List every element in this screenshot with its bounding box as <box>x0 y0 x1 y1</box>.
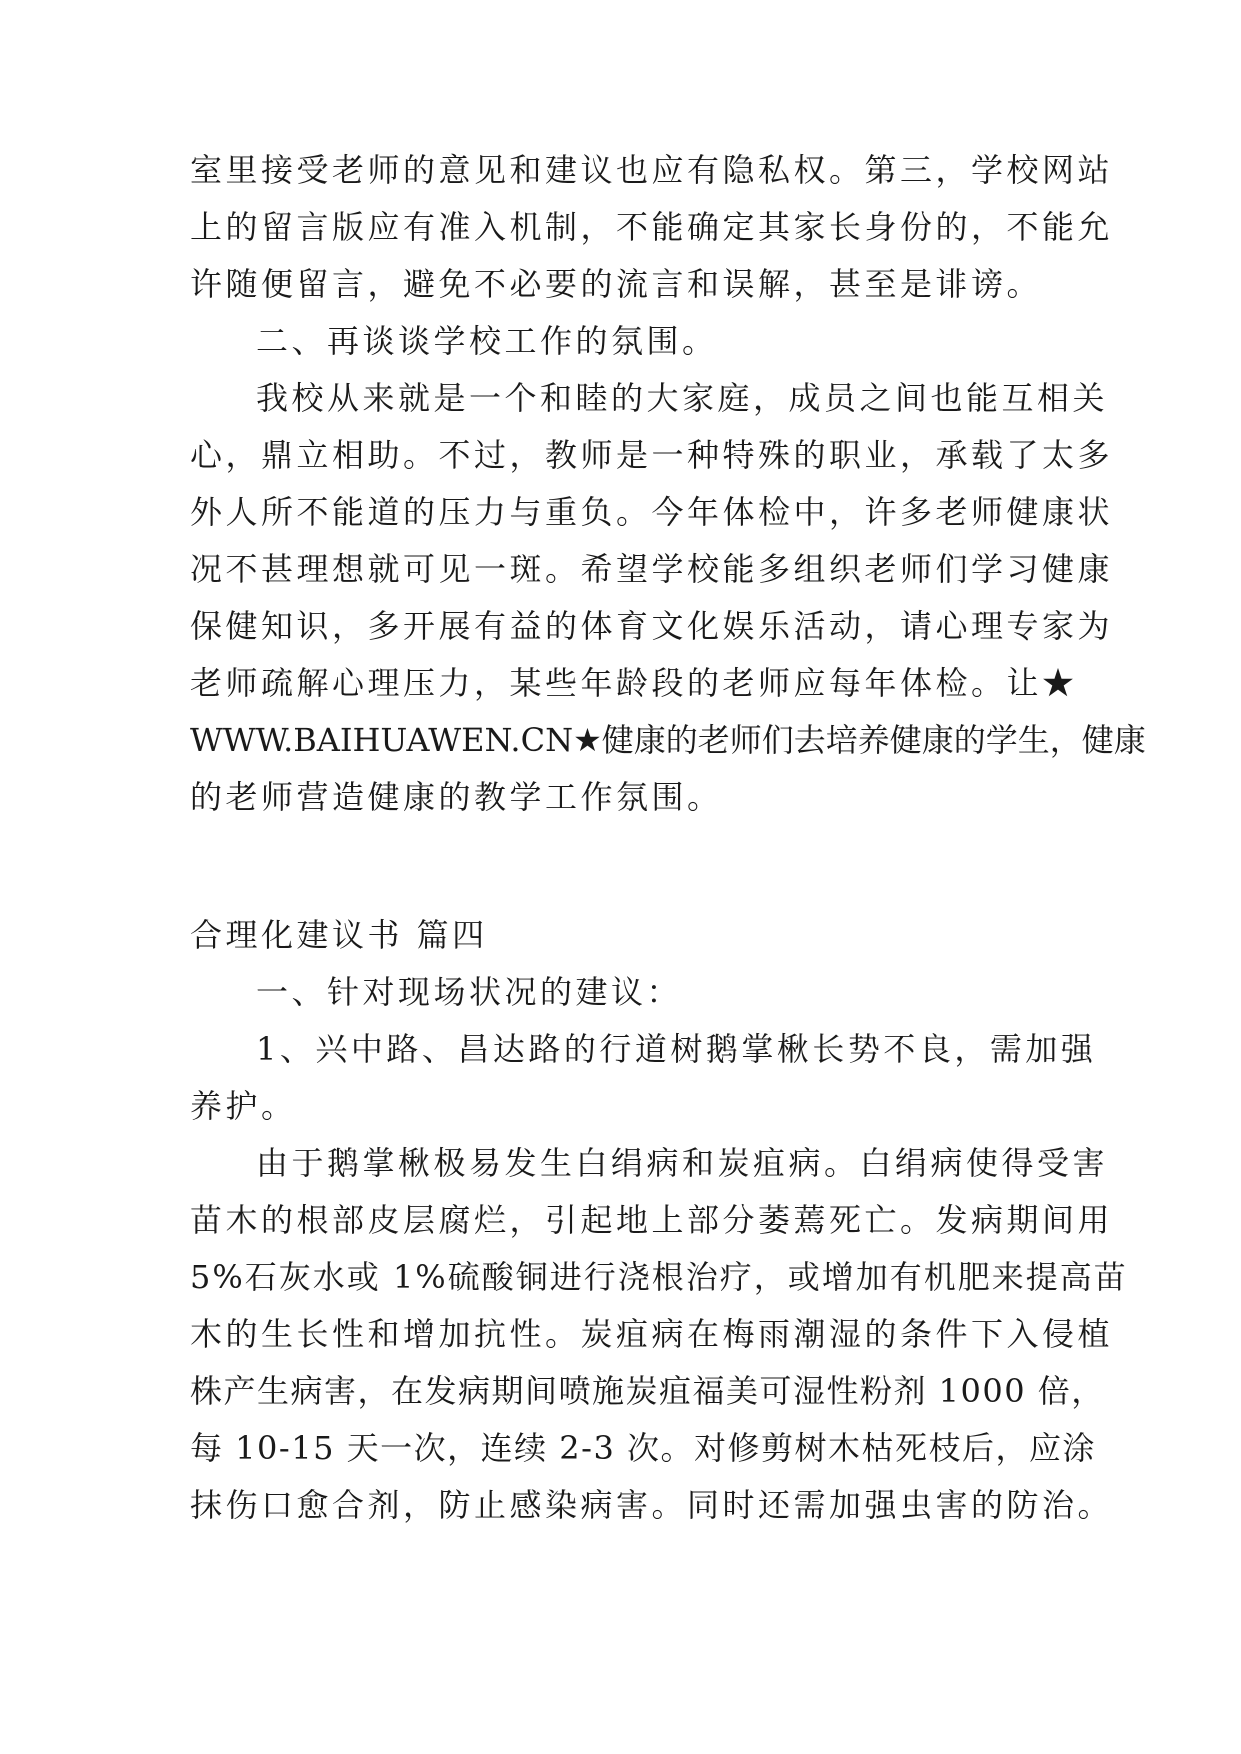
text-line: 我校从来就是一个和睦的大家庭，成员之间也能互相关 <box>256 379 1109 417</box>
text-line: WWW.BAIHUAWEN.CN★健康的老师们去培养健康的学生，健康 <box>190 721 1146 759</box>
text-line: 每 10-15 天一次，连续 2-3 次。对修剪树木枯死枝后，应涂 <box>190 1429 1096 1467</box>
text-line: 况不甚理想就可见一斑。希望学校能多组织老师们学习健康 <box>190 550 1114 588</box>
text-line: 1、兴中路、昌达路的行道树鹅掌楸长势不良，需加强 <box>256 1030 1097 1068</box>
section-heading: 一、针对现场状况的建议： <box>256 973 683 1011</box>
text-line: 外人所不能道的压力与重负。今年体检中，许多老师健康状 <box>190 493 1114 531</box>
text-line: 5%石灰水或 1%硫酸铜进行浇根治疗，或增加有机肥来提高苗 <box>190 1258 1128 1296</box>
text-line: 抹伤口愈合剂，防止感染病害。同时还需加强虫害的防治。 <box>190 1486 1114 1524</box>
text-line: 室里接受老师的意见和建议也应有隐私权。第三，学校网站 <box>190 151 1114 189</box>
text-line: 老师疏解心理压力，某些年龄段的老师应每年体检。让★ <box>190 664 1078 702</box>
text-line: 株产生病害，在发病期间喷施炭疽福美可湿性粉剂 1000 倍， <box>190 1372 1105 1410</box>
text-line: 苗木的根部皮层腐烂，引起地上部分萎蔫死亡。发病期间用 <box>190 1201 1114 1239</box>
text-line: 保健知识，多开展有益的体育文化娱乐活动，请心理专家为 <box>190 607 1114 645</box>
text-line: 心，鼎立相助。不过，教师是一种特殊的职业，承载了太多 <box>190 436 1114 474</box>
text-line: 许随便留言，避免不必要的流言和误解，甚至是诽谤。 <box>190 265 1043 303</box>
text-line: 的老师营造健康的教学工作氛围。 <box>190 778 723 816</box>
text-line: 上的留言版应有准入机制，不能确定其家长身份的，不能允 <box>190 208 1114 246</box>
text-line: 养护。 <box>190 1087 297 1125</box>
section-heading: 二、再谈谈学校工作的氛围。 <box>256 322 718 360</box>
text-line: 木的生长性和增加抗性。炭疽病在梅雨潮湿的条件下入侵植 <box>190 1315 1114 1353</box>
text-line: 由于鹅掌楸极易发生白绢病和炭疽病。白绢病使得受害 <box>256 1144 1109 1182</box>
document-title: 合理化建议书 篇四 <box>190 916 488 954</box>
